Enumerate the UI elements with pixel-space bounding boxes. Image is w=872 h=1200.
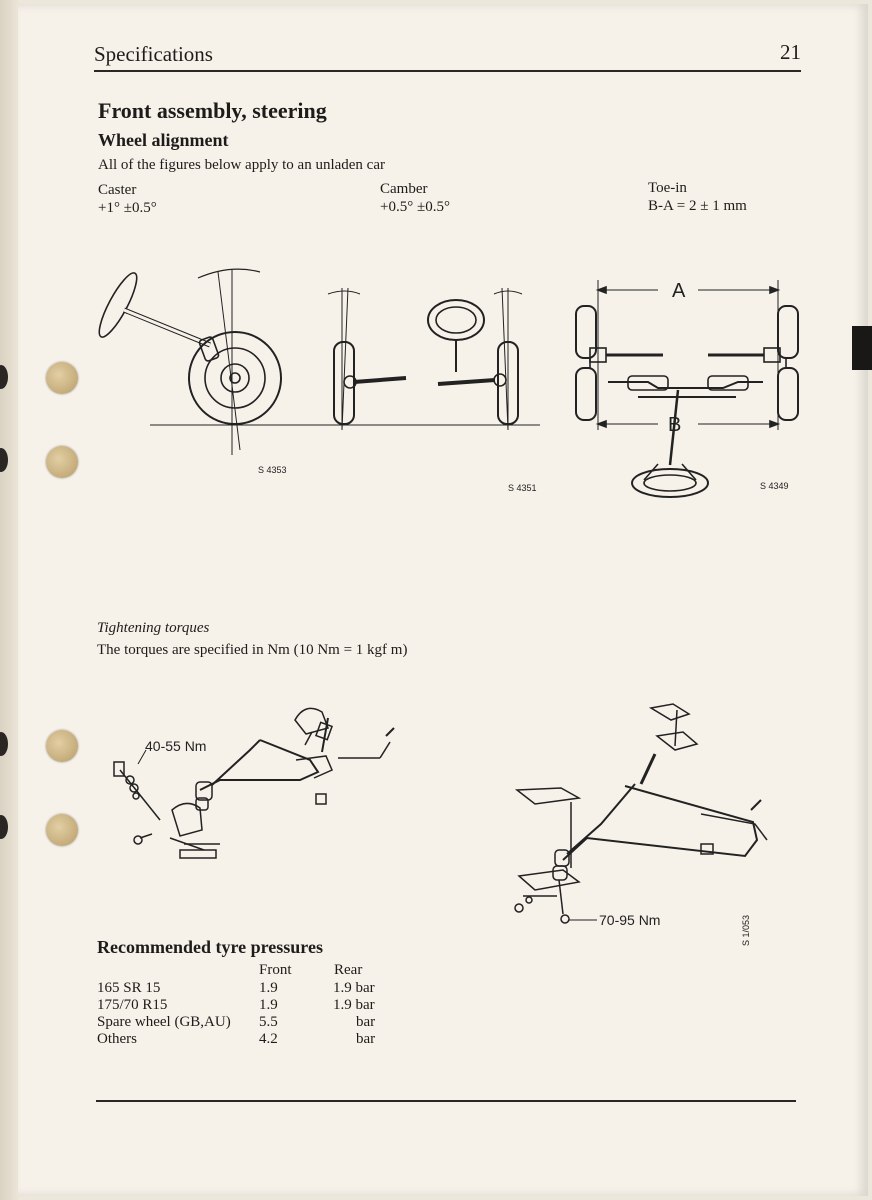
section-intro: All of the figures below apply to an unladen car [98, 157, 385, 173]
punch-hole [46, 362, 78, 394]
camber-spec [380, 180, 450, 216]
toe-in-value: B-A = 2 ± 1 mm [648, 198, 747, 214]
tyre-size: 165 SR 15 [97, 980, 161, 996]
toe-label-b: B [668, 414, 682, 436]
camber-figure-code: S 4351 [508, 483, 537, 493]
tyre-front: 1.9 [259, 997, 278, 1013]
punch-hole [46, 814, 78, 846]
lower-figure-code: S 1/053 [741, 914, 751, 946]
punch-hole [46, 730, 78, 762]
binder-ring-hole [0, 732, 8, 756]
punch-hole [46, 446, 78, 478]
caster-diagram [90, 260, 320, 475]
footer-rule [96, 1100, 796, 1102]
caster-spec [98, 181, 157, 217]
caster-value: +1° ±0.5° [98, 200, 157, 216]
upper-torque-value: 40-55 Nm [145, 738, 207, 754]
toe-in-label: Toe-in [648, 180, 687, 196]
toe-in-figure-code: S 4349 [760, 481, 789, 491]
binder-ring-hole [0, 365, 8, 389]
torques-note: The torques are specified in Nm (10 Nm = 1 kgf m) [97, 642, 408, 658]
lower-torque-diagram [505, 690, 785, 960]
tyre-rear: 1.9 bar [333, 980, 375, 996]
header-rule [94, 70, 801, 72]
camber-diagram [310, 280, 550, 500]
torques-title: Tightening torques [97, 620, 210, 636]
section-tab [852, 326, 872, 370]
caster-figure-code: S 4353 [258, 465, 287, 475]
tyre-size: 175/70 R15 [97, 997, 168, 1013]
binder-ring-hole [0, 815, 8, 839]
toe-in-spec [648, 179, 747, 215]
page-number: 21 [780, 40, 801, 64]
toe-in-diagram [568, 270, 808, 510]
tyre-front: 1.9 [259, 980, 278, 996]
camber-label: Camber [380, 181, 428, 197]
tyre-front: 5.5 [259, 1014, 278, 1030]
caster-label: Caster [98, 182, 137, 198]
upper-torque-diagram [100, 690, 420, 870]
camber-value: +0.5° ±0.5° [380, 199, 450, 215]
tyre-size: Others [97, 1031, 137, 1047]
tyre-rear: bar [356, 1031, 376, 1047]
tyres-col-rear: Rear [334, 962, 363, 978]
tyres-title: Recommended tyre pressures [97, 937, 323, 957]
lower-torque-value: 70-95 Nm [599, 912, 661, 928]
toe-label-a: A [672, 280, 686, 302]
section-subtitle: Wheel alignment [98, 130, 229, 150]
header-title: Specifications [94, 42, 213, 66]
tyres-col-front: Front [259, 962, 292, 978]
tyre-rear: 1.9 bar [333, 997, 375, 1013]
tyre-rear: bar [356, 1014, 376, 1030]
tyre-front: 4.2 [259, 1031, 278, 1047]
tyre-size: Spare wheel (GB,AU) [97, 1014, 231, 1030]
binder-ring-hole [0, 448, 8, 472]
section-title: Front assembly, steering [98, 98, 327, 123]
